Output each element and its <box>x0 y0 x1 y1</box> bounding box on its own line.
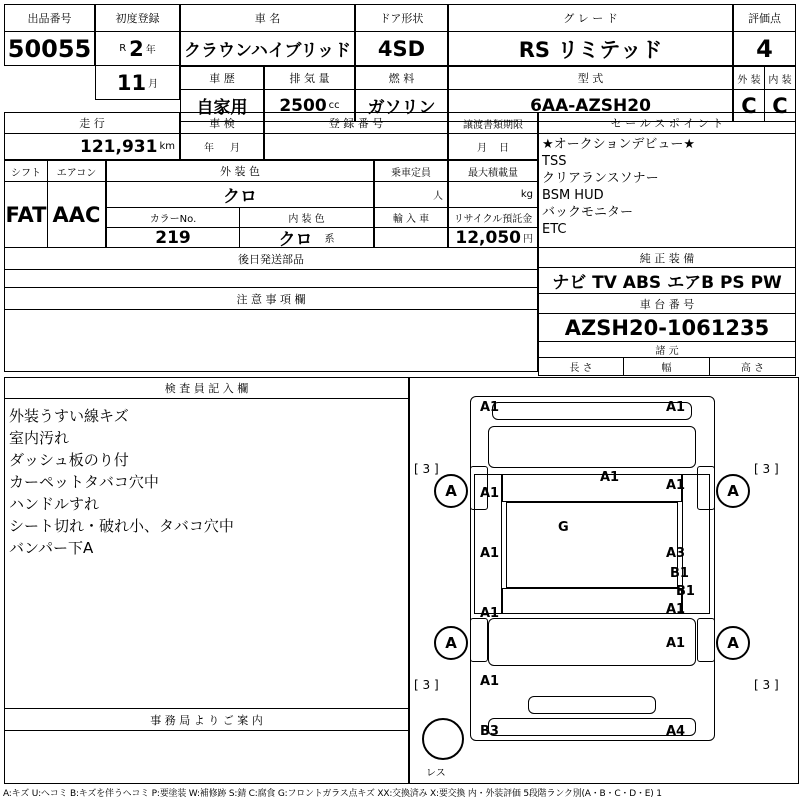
damage-mark: A1 <box>666 636 686 651</box>
inspector-line: 外装うすい線キズ <box>9 407 129 425</box>
ext-color-label: 外 装 色 <box>220 165 260 178</box>
office-title-cell <box>4 709 409 731</box>
model-code-value: 6AA-AZSH20 <box>530 95 651 116</box>
recycle-cell <box>448 228 538 248</box>
car-name-label-cell <box>180 4 355 32</box>
color-no-label-cell <box>106 208 240 228</box>
inspector-title: 検 査 員 記 入 欄 <box>164 382 249 395</box>
spare-tire <box>422 718 464 760</box>
equipment-title-cell <box>538 248 796 268</box>
ext-color-cell <box>106 182 374 208</box>
inspector-line: シート切れ・破れ小、タバコ穴中 <box>9 517 234 535</box>
score-label: 評価点 <box>748 12 781 25</box>
fuel-label: 燃 料 <box>388 72 415 85</box>
damage-mark: A1 <box>600 470 620 485</box>
registration-label: 登 録 番 号 <box>328 117 384 130</box>
side-tick: [ 3 ] <box>754 462 779 476</box>
tire-rear-left <box>470 618 488 662</box>
ext-color-value: クロ <box>223 187 257 207</box>
width-label: 幅 <box>661 363 672 374</box>
dim-label-cell <box>538 342 796 358</box>
length-label: 長 さ <box>569 363 593 374</box>
side-tick: [ 3 ] <box>754 678 779 692</box>
seats-label: 乗車定員 <box>391 167 431 179</box>
side-tick: [ 3 ] <box>414 462 439 476</box>
damage-mark: A1 <box>666 478 686 493</box>
max-load-cell <box>448 182 538 208</box>
shaken-year-unit: 年 <box>204 143 214 154</box>
damage-mark: A4 <box>666 724 686 739</box>
trunk <box>488 618 696 666</box>
grade-value: RS リミテッド <box>518 37 663 62</box>
door-label: ドア形状 <box>379 12 424 25</box>
sales-point-title-cell <box>538 112 796 134</box>
registration-label-cell <box>264 112 448 134</box>
chassis-label: 車 台 番 号 <box>639 297 695 311</box>
first-reg-value-cell <box>95 32 180 66</box>
transfer-day-unit: 日 <box>499 143 509 154</box>
lot-no-cell <box>4 32 95 66</box>
equipment-title: 純 正 装 備 <box>639 251 695 265</box>
door-value: 4SD <box>377 36 426 61</box>
inspector-body <box>4 399 409 709</box>
damage-mark: A1 <box>666 602 686 617</box>
shaken-cell <box>180 134 264 160</box>
equipment-cell <box>538 268 796 294</box>
shift-label: シフト <box>11 167 41 179</box>
recycle-unit: 円 <box>523 234 533 245</box>
import-label: 輸 入 車 <box>392 214 430 225</box>
aircon-cell <box>48 182 106 248</box>
spare-label: レス <box>426 768 446 779</box>
side-tick: [ 3 ] <box>414 678 439 692</box>
later-parts-label-cell <box>4 248 538 270</box>
sales-point-line: ETC <box>542 222 567 237</box>
max-load-label: 最大積載量 <box>468 167 518 179</box>
inspector-line: ハンドルすれ <box>9 495 100 513</box>
seats-unit: 人 <box>433 191 443 202</box>
sales-point-line: BSM HUD <box>542 188 604 203</box>
shift-value: FAT <box>5 202 47 227</box>
later-parts-cell <box>4 270 538 288</box>
shaken-label: 車 検 <box>209 117 235 130</box>
inspector-line: カーペットタバコ穴中 <box>9 473 159 491</box>
width-cell <box>624 358 710 376</box>
grade-label-cell <box>448 4 733 32</box>
grade-label: グ レ ー ド <box>563 12 618 25</box>
damage-mark: G <box>558 520 569 535</box>
windshield <box>502 474 682 502</box>
front-bumper <box>492 402 692 420</box>
displacement-label: 排 気 量 <box>289 72 330 85</box>
fuel-label-cell <box>355 66 448 90</box>
sales-point-line: TSS <box>542 154 567 169</box>
interior-grade-label: 内 装 <box>768 74 792 86</box>
transfer-label: 譲渡書類期限 <box>463 119 523 131</box>
equipment-items: ナビ TV ABS エアB PS PW <box>552 273 782 293</box>
length-cell <box>538 358 624 376</box>
hood <box>488 426 696 468</box>
max-load-label-cell <box>448 160 538 182</box>
first-reg-year-unit: 年 <box>145 45 156 56</box>
interior-grade-value: C <box>772 93 788 118</box>
mileage-label-cell <box>4 112 180 134</box>
interior-grade-label-cell <box>765 66 796 90</box>
shaken-label-cell <box>180 112 264 134</box>
exterior-grade-value: C <box>741 93 757 118</box>
lot-no-label-cell <box>4 4 95 32</box>
office-body <box>4 731 409 784</box>
door-cell <box>355 32 448 66</box>
int-color-suffix: 系 <box>324 234 335 245</box>
int-color-cell <box>240 228 374 248</box>
damage-mark: A1 <box>480 674 500 689</box>
lot-no-label: 出品番号 <box>27 12 72 25</box>
chassis-value: AZSH20-1061235 <box>564 315 770 340</box>
damage-mark: A1 <box>480 486 500 501</box>
shift-cell <box>4 182 48 248</box>
car-name-label: 車 名 <box>254 12 281 25</box>
wheel-mark-rear-left <box>434 626 468 660</box>
seats-label-cell <box>374 160 448 182</box>
tire-front-right <box>697 466 715 510</box>
aircon-label-cell <box>48 160 106 182</box>
wheel-mark-front-left <box>434 474 468 508</box>
registration-cell <box>264 134 448 160</box>
exterior-grade-label-cell <box>733 66 765 90</box>
roof <box>506 502 678 588</box>
int-color-label-cell <box>240 208 374 228</box>
int-color-value: クロ <box>278 230 313 248</box>
model-code-label: 型 式 <box>577 72 604 85</box>
sales-point-line: クリアランスソナー <box>542 171 659 186</box>
import-label-cell <box>374 208 448 228</box>
score-value: 4 <box>756 34 773 63</box>
exterior-grade-label: 外 装 <box>737 74 761 86</box>
chassis-label-cell <box>538 294 796 314</box>
fuel-value: ガソリン <box>367 98 436 118</box>
damage-mark: B1 <box>676 584 695 599</box>
damage-mark: A1 <box>480 400 500 415</box>
transfer-label-cell <box>448 112 538 134</box>
color-no-cell <box>106 228 240 248</box>
first-reg-era: R <box>119 43 127 54</box>
lot-no-value: 50055 <box>7 34 92 63</box>
first-reg-month-unit: 月 <box>148 79 159 90</box>
damage-mark: A3 <box>666 546 686 561</box>
recycle-label-cell <box>448 208 538 228</box>
chassis-value-cell <box>538 314 796 342</box>
color-no-label: カラーNo. <box>149 214 197 225</box>
dim-label: 諸 元 <box>655 346 679 357</box>
mileage-label: 走 行 <box>79 117 105 130</box>
tire-rear-right <box>697 618 715 662</box>
first-reg-year: 2 <box>129 36 144 61</box>
max-load-unit: kg <box>520 189 533 200</box>
history-label-cell <box>180 66 264 90</box>
model-code-label-cell <box>448 66 733 90</box>
door-label-cell <box>355 4 448 32</box>
damage-mark: B1 <box>670 566 689 581</box>
damage-mark: A1 <box>666 400 686 415</box>
damage-mark: A1 <box>480 546 500 561</box>
inspector-line: ダッシュ板のり付 <box>9 451 129 469</box>
office-title: 事 務 局 よ り ご 案 内 <box>150 713 263 727</box>
wheel-mark-label: A <box>445 482 457 500</box>
displacement-value: 2500 <box>279 95 327 116</box>
wheel-mark-rear-right <box>716 626 750 660</box>
displacement-unit: cc <box>328 100 340 111</box>
wheel-mark-label: A <box>727 634 739 652</box>
inspector-line: 室内汚れ <box>9 429 70 447</box>
sales-point-line: バックモニター <box>542 205 634 220</box>
recycle-label: リサイクル預託金 <box>453 214 533 225</box>
wheel-mark-label: A <box>727 482 739 500</box>
rear-bumper <box>488 718 696 736</box>
legend-footer: A:キズ U:ヘコミ B:キズを伴うヘコミ P:要塗装 W:補修跡 S:錆 C:腐食 G:フロントガラス点キズ XX:交換済み X:要交換 内・外装評価 5段階ランク別(A・B・C・D・E) 1 <box>3 789 662 799</box>
recycle-value: 12,050 <box>455 228 521 248</box>
sales-point-line: ★オークションデビュー★ <box>542 137 696 152</box>
score-label-cell <box>733 4 796 32</box>
aircon-label: エアコン <box>56 167 97 179</box>
caution-title: 注 意 事 項 欄 <box>236 292 306 306</box>
shift-label-cell <box>4 160 48 182</box>
rear-glass <box>502 588 682 614</box>
wheel-mark-front-right <box>716 474 750 508</box>
wheel-mark-label: A <box>445 634 457 652</box>
transfer-month-unit: 月 <box>477 143 487 154</box>
damage-mark: B3 <box>480 724 499 739</box>
caution-body <box>4 310 538 372</box>
inspector-line: バンパー下A <box>9 539 94 557</box>
grade-cell <box>448 32 733 66</box>
first-reg-label-cell <box>95 4 180 32</box>
aircon-value: AAC <box>52 202 101 227</box>
mileage-value: 121,931 <box>80 136 158 157</box>
height-label: 高 さ <box>740 363 765 374</box>
history-value: 自家用 <box>196 98 248 118</box>
car-name-cell <box>180 32 355 66</box>
first-reg-month-cell <box>95 66 180 100</box>
shaken-month-unit: 月 <box>230 143 240 154</box>
history-label: 車 歴 <box>209 72 235 85</box>
ext-color-label-cell <box>106 160 374 182</box>
car-name-value: クラウンハイブリッド <box>184 41 351 61</box>
caution-title-cell <box>4 288 538 310</box>
first-reg-label: 初度登録 <box>115 12 160 25</box>
seats-cell <box>374 182 448 208</box>
mileage-cell <box>4 134 180 160</box>
mileage-unit: km <box>159 141 175 152</box>
int-color-label: 内 装 色 <box>288 214 325 225</box>
damage-mark: A1 <box>480 606 500 621</box>
first-reg-month: 11 <box>116 70 147 95</box>
import-cell <box>374 228 448 248</box>
displacement-label-cell <box>264 66 355 90</box>
damage-diagram <box>409 377 799 784</box>
sales-point-title: セ ー ル ス ポ イ ン ト <box>610 117 724 130</box>
color-no-value: 219 <box>155 228 191 248</box>
later-parts-label: 後日発送部品 <box>238 252 304 266</box>
transfer-cell <box>448 134 538 160</box>
height-cell <box>710 358 796 376</box>
sales-point-body <box>538 134 796 248</box>
rear-panel <box>528 696 656 714</box>
inspector-title-cell <box>4 377 409 399</box>
score-cell <box>733 32 796 66</box>
